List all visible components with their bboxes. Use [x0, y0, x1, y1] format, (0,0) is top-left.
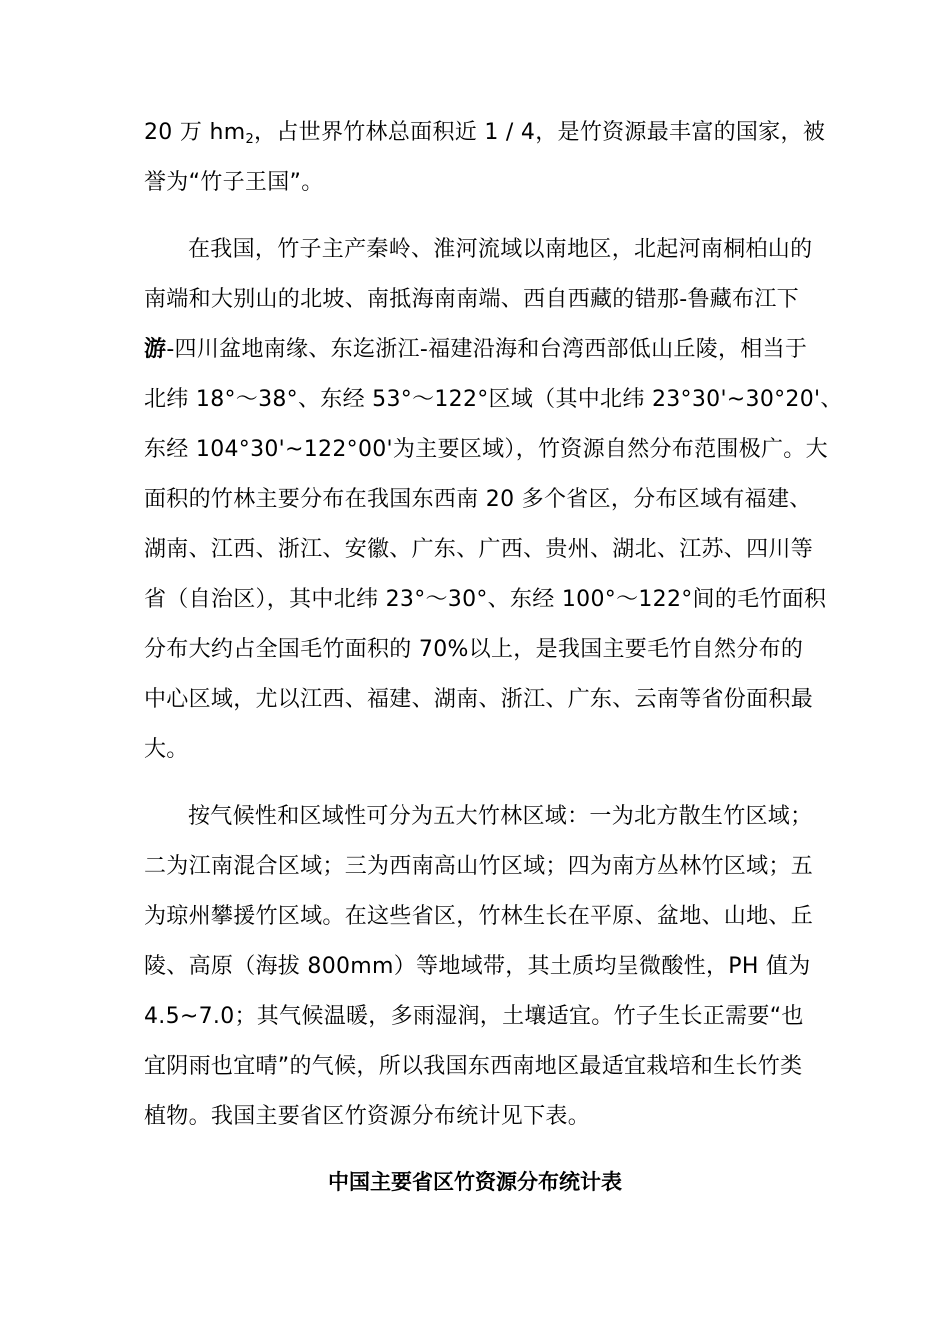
- para2-line-4: 北纬 18°～38°、东经 53°～122°区域（其中北纬 23°30'~30°20'、: [144, 387, 843, 412]
- para3-line-6: 宜阴雨也宜晴”的气候，所以我国东西南地区最适宜栽培和生长竹类: [144, 1054, 803, 1079]
- para2-line-11: 大。: [144, 737, 189, 762]
- para1-line-1: [144, 118, 824, 151]
- para2-line-8: 省（自治区），其中北纬 23°～30°、东经 100°～122°间的毛竹面积: [144, 587, 827, 612]
- para2-line-2: 南端和大别山的北坡、南抵海南南端、西自西藏的错那-鲁藏布江下: [144, 287, 799, 312]
- para2-line-7: 湖南、江西、浙江、安徽、广东、广西、贵州、湖北、江苏、四川等: [144, 537, 814, 562]
- para2-line-10: 中心区域，尤以江西、福建、湖南、浙江、广东、云南等省份面积最: [144, 687, 814, 712]
- table-title: 中国主要省区竹资源分布统计表: [328, 1170, 622, 1194]
- bold-text: 游: [144, 337, 167, 362]
- subscript: 2: [245, 132, 255, 147]
- para2-line-3: [144, 335, 824, 365]
- text-run: ，占世界竹林总面积近 1 / 4，是竹资源最丰富的国家，被: [254, 120, 826, 145]
- para3-line-3: 为琼州攀援竹区域。在这些省区，竹林生长在平原、盆地、山地、丘: [144, 904, 814, 929]
- para1-line-2: 誉为“竹子王国”。: [144, 170, 324, 195]
- para2-line-9: 分布大约占全国毛竹面积的 70%以上，是我国主要毛竹自然分布的: [144, 637, 804, 662]
- para2-line-6: 面积的竹林主要分布在我国东西南 20 多个省区，分布区域有福建、: [144, 487, 812, 512]
- text-run: 20 万 hm: [144, 120, 246, 145]
- para3-line-4: 陵、高原（海拔 800mm）等地域带，其土质均呈微酸性，PH 值为: [144, 954, 811, 979]
- para3-line-5: 4.5~7.0；其气候温暖，多雨湿润，土壤适宜。竹子生长正需要“也: [144, 1004, 804, 1029]
- text-run: -四川盆地南缘、东迄浙江-福建沿海和台湾西部低山丘陵，相当于: [166, 337, 808, 362]
- para2-line-1: 在我国，竹子主产秦岭、淮河流域以南地区，北起河南桐柏山的: [188, 237, 813, 262]
- para2-line-5: 东经 104°30'~122°00'为主要区域），竹资源自然分布范围极广。大: [144, 437, 828, 462]
- para3-line-7: 植物。我国主要省区竹资源分布统计见下表。: [144, 1104, 591, 1129]
- para3-line-1: 按气候性和区域性可分为五大竹林区域：一为北方散生竹区域；: [188, 804, 813, 829]
- para3-line-2: 二为江南混合区域；三为西南高山竹区域；四为南方丛林竹区域；五: [144, 854, 814, 879]
